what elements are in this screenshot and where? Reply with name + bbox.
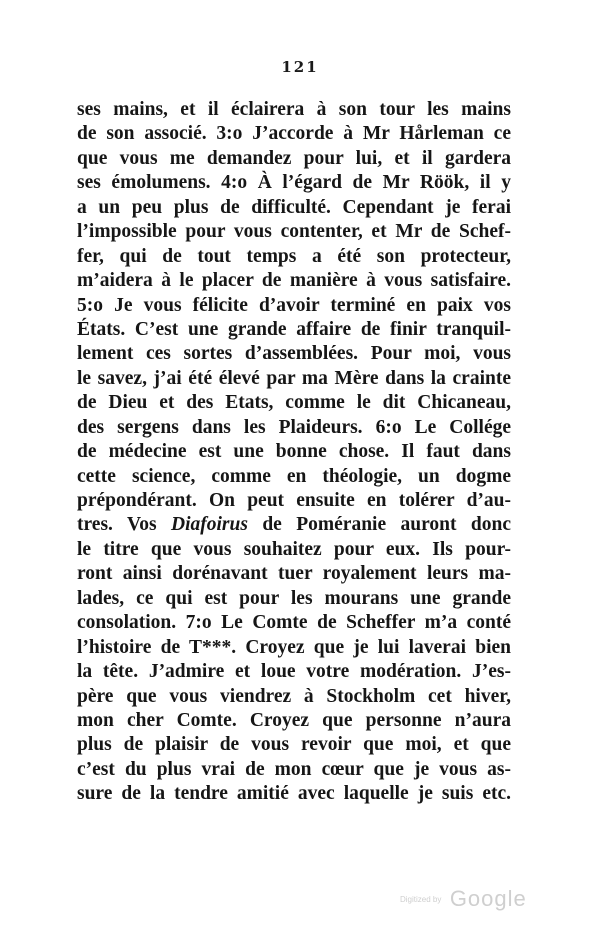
text-line: lades, ce qui est pour les mourans une grande xyxy=(77,587,511,609)
text-segment: tres. Vos xyxy=(77,514,171,536)
text-line-with-italic xyxy=(77,513,511,537)
digitized-watermark xyxy=(400,886,527,912)
text-line: sure de la tendre amitié avec laquelle je suis etc. xyxy=(77,783,511,805)
text-line: ront ainsi dorénavant tuer royalement leurs ma- xyxy=(77,563,511,585)
text-line: la tête. J’admire et loue votre modération. J’es- xyxy=(77,661,511,683)
text-line: 5:o Je vous félicite d’avoir terminé en paix vos xyxy=(77,294,511,316)
text-line: mon cher Comte. Croyez que personne n’aura xyxy=(77,709,511,731)
text-line: m’aidera à le placer de manière à vous satisfaire. xyxy=(77,270,511,292)
italic-name: Diafoirus xyxy=(171,514,248,536)
text-line: c’est du plus vrai de mon cœur que je vous as- xyxy=(77,758,511,780)
text-line: consolation. 7:o Le Comte de Scheffer m’a conté xyxy=(77,612,511,634)
page-number: 121 xyxy=(281,58,319,76)
text-line: ses émolumens. 4:o À l’égard de Mr Röök, il y xyxy=(77,172,511,194)
text-line: le savez, j’ai été élevé par ma Mère dans la crainte xyxy=(77,367,511,389)
text-line: ses mains, et il éclairera à son tour les mains xyxy=(77,99,511,120)
text-line: le titre que vous souhaitez pour eux. Ils pour- xyxy=(77,538,511,560)
text-line: lement ces sortes d’assemblées. Pour moi, vous xyxy=(77,343,511,365)
watermark-caption: Digitized by xyxy=(400,894,442,904)
watermark-logo: Google xyxy=(449,886,527,911)
text-line: père que vous viendrez à Stockholm cet hiver, xyxy=(77,685,511,707)
text-line: prépondérant. On peut ensuite en tolérer d’au- xyxy=(77,490,511,511)
text-line: de Dieu et des Etats, comme le dit Chicaneau, xyxy=(77,392,511,414)
text-line: États. C’est une grande affaire de finir tranquil- xyxy=(77,318,511,340)
text-line: que vous me demandez pour lui, et il gardera xyxy=(77,147,511,169)
text-segment: de Poméranie auront donc xyxy=(247,514,511,536)
text-line: des sergens dans les Plaideurs. 6:o Le Collége xyxy=(77,416,511,438)
text-line: de médecine est une bonne chose. Il faut dans xyxy=(77,441,511,463)
text-line: cette science, comme en théologie, un dogme xyxy=(77,465,511,487)
text-line: l’histoire de T***. Croyez que je lui laverai bien xyxy=(77,636,511,658)
text-line: de son associé. 3:o J’accorde à Mr Hårleman ce xyxy=(77,123,511,145)
body-text xyxy=(77,98,511,807)
text-line: plus de plaisir de vous revoir que moi, et que xyxy=(77,734,511,756)
text-line: l’impossible pour vous contenter, et Mr de Schef- xyxy=(77,221,511,243)
text-line: fer, qui de tout temps a été son protecteur, xyxy=(77,245,511,267)
text-line: a un peu plus de difficulté. Cependant je ferai xyxy=(77,196,511,218)
